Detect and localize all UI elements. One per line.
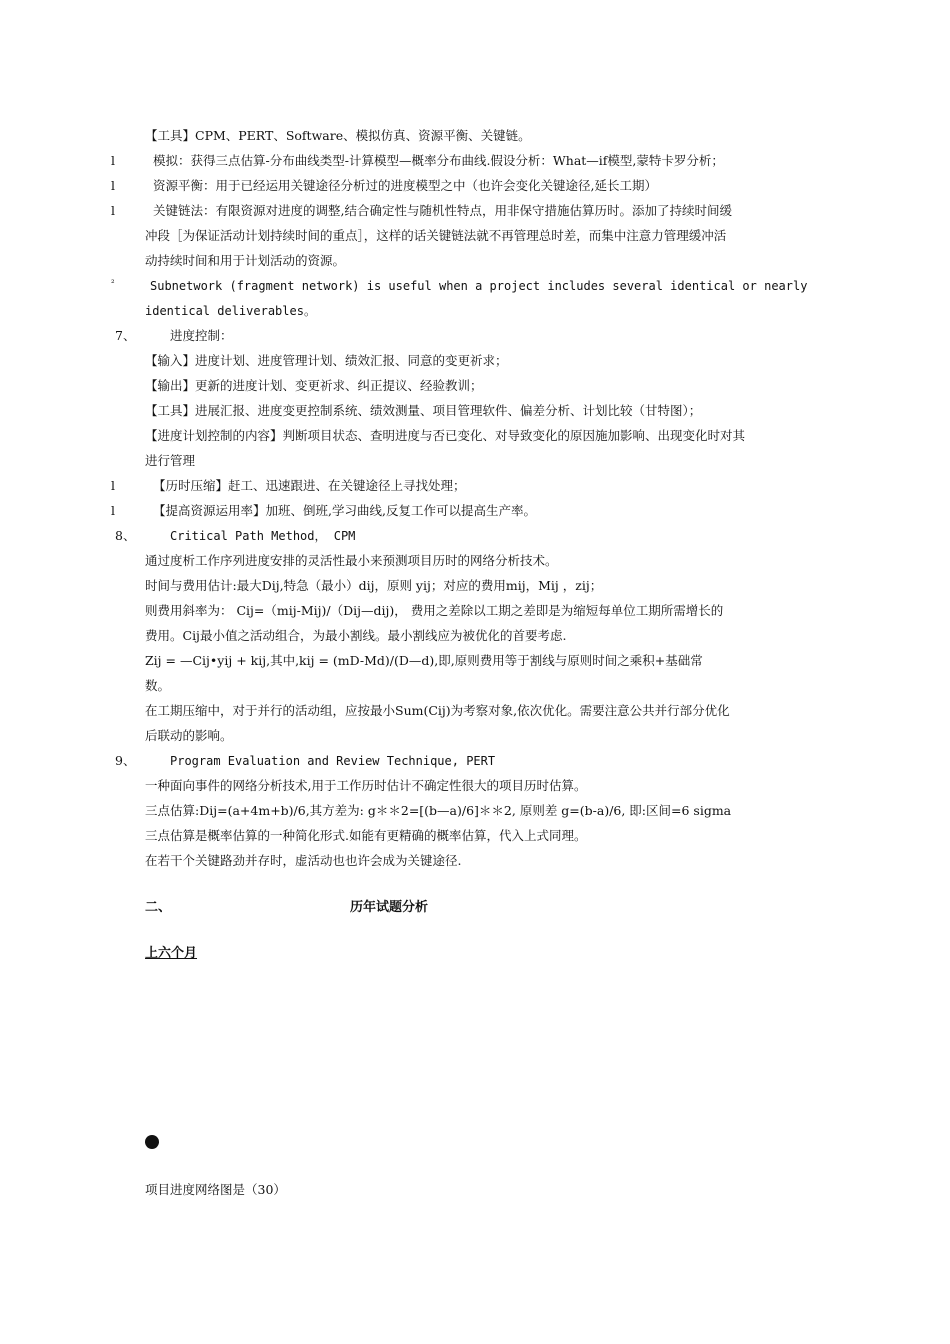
text-line: 三点估算是概率估算的一种简化形式.如能有更精确的概率估算，代入上式同理。 bbox=[145, 828, 587, 843]
text-line: Subnetwork (fragment network) is useful when a project includes several identical or nearly bbox=[150, 279, 808, 293]
text-line: 在工期压缩中，对于并行的活动组，应按最小Sum(Cij)为考察对象,依次优化。需要注意公共并行部分优化 bbox=[145, 703, 730, 718]
text-line: 【输入】进度计划、进度管理计划、绩效汇报、同意的变更祈求； bbox=[145, 353, 508, 368]
section-heading: Critical Path Method， CPM bbox=[170, 529, 356, 543]
section-heading: 进度控制： bbox=[170, 328, 233, 343]
list-marker: l bbox=[111, 503, 115, 518]
list-marker: l bbox=[111, 153, 115, 168]
text-line: 三点估算:Dij=(a+4m+b)/6,其方差为: g＊＊2=[(b—a)/6]＊＊2, 原则差 g=(b-a)/6, 即:区间=6 sigma bbox=[145, 803, 732, 818]
text-line: 模拟：获得三点估算-分布曲线类型-计算模型—概率分布曲线.假设分析：What—if模型,蒙特卡罗分析； bbox=[153, 153, 724, 168]
list-marker: ² bbox=[111, 279, 115, 289]
text-line: 【历时压缩】赶工、迅速跟进、在关键途径上寻找处理； bbox=[153, 478, 466, 493]
subheading: 上六个月 bbox=[145, 946, 198, 961]
list-marker: l bbox=[111, 203, 115, 218]
text-line: 进行管理 bbox=[145, 453, 196, 468]
text-line: 【提高资源运用率】加班、倒班,学习曲线,反复工作可以提高生产率。 bbox=[153, 503, 536, 518]
text-line: 则费用斜率为： Cij=（mij-Mij)/（Dij—dij)， 费用之差除以工期之差即是为缩短每单位工期所需增长的 bbox=[145, 603, 724, 618]
text-line: Zij = —Cij•yij + kij,其中,kij = (mD-Md)/(D—d),即,原则费用等于割线与原则时间之乘积+基础常 bbox=[145, 653, 703, 668]
section-heading: Program Evaluation and Review Technique, PERT bbox=[170, 754, 496, 768]
text-line: 【工具】进展汇报、进度变更控制系统、绩效测量、项目管理软件、偏差分析、计划比较（甘特图）； bbox=[145, 403, 702, 418]
text-line: 【输出】更新的进度计划、变更祈求、纠正提议、经验教训； bbox=[145, 378, 483, 393]
section-number: 7、 bbox=[115, 328, 136, 343]
text-line: 关键链法：有限资源对进度的调整,结合确定性与随机性特点，用非保守措施估算历时。添加了持续时间缓 bbox=[153, 203, 732, 218]
text-line: 一种面向事件的网络分析技术,用于工作历时估计不确定性很大的项目历时估算。 bbox=[145, 778, 587, 793]
text-line: 后联动的影响。 bbox=[145, 728, 233, 743]
list-marker: l bbox=[111, 178, 115, 193]
text-line: 资源平衡：用于已经运用关键途径分析过的进度模型之中（也许会变化关键途径,延长工期） bbox=[153, 178, 657, 193]
section-number: 8、 bbox=[115, 528, 136, 543]
text-line: 冲段［为保证活动计划持续时间的重点］，这样的话关键链法就不再管理总时差，而集中注意力管理缓冲活 bbox=[145, 228, 727, 243]
text-line: 动持续时间和用于计划活动的资源。 bbox=[145, 253, 346, 268]
text-line: identical deliverables。 bbox=[145, 304, 316, 318]
chapter-number: 二、 bbox=[145, 900, 172, 915]
bullet-dot-icon bbox=[145, 1135, 159, 1149]
text-line: 通过度析工作序列进度安排的灵活性最小来预测项目历时的网络分析技术。 bbox=[145, 553, 558, 568]
text-line: 费用。Cij最小值之活动组合，为最小割线。最小割线应为被优化的首要考虑. bbox=[145, 628, 567, 643]
text-line: 在若干个关键路劲并存时，虚活动也也许会成为关键途径. bbox=[145, 853, 462, 868]
text-line: 时间与费用估计:最大Dij,特急（最小）dij，原则 yij；对应的费用mij，Mij ，zij； bbox=[145, 578, 603, 593]
section-number: 9、 bbox=[115, 753, 136, 768]
list-marker: l bbox=[111, 478, 115, 493]
text-line: 数。 bbox=[145, 678, 171, 693]
text-line: 项目进度网络图是（30） bbox=[145, 1182, 286, 1197]
chapter-title: 历年试题分析 bbox=[350, 900, 429, 915]
text-line: 【工具】CPM、PERT、Software、模拟仿真、资源平衡、关键链。 bbox=[145, 128, 531, 143]
text-line: 【进度计划控制的内容】判断项目状态、查明进度与否已变化、对导致变化的原因施加影响、出现变化时对其 bbox=[145, 428, 746, 443]
